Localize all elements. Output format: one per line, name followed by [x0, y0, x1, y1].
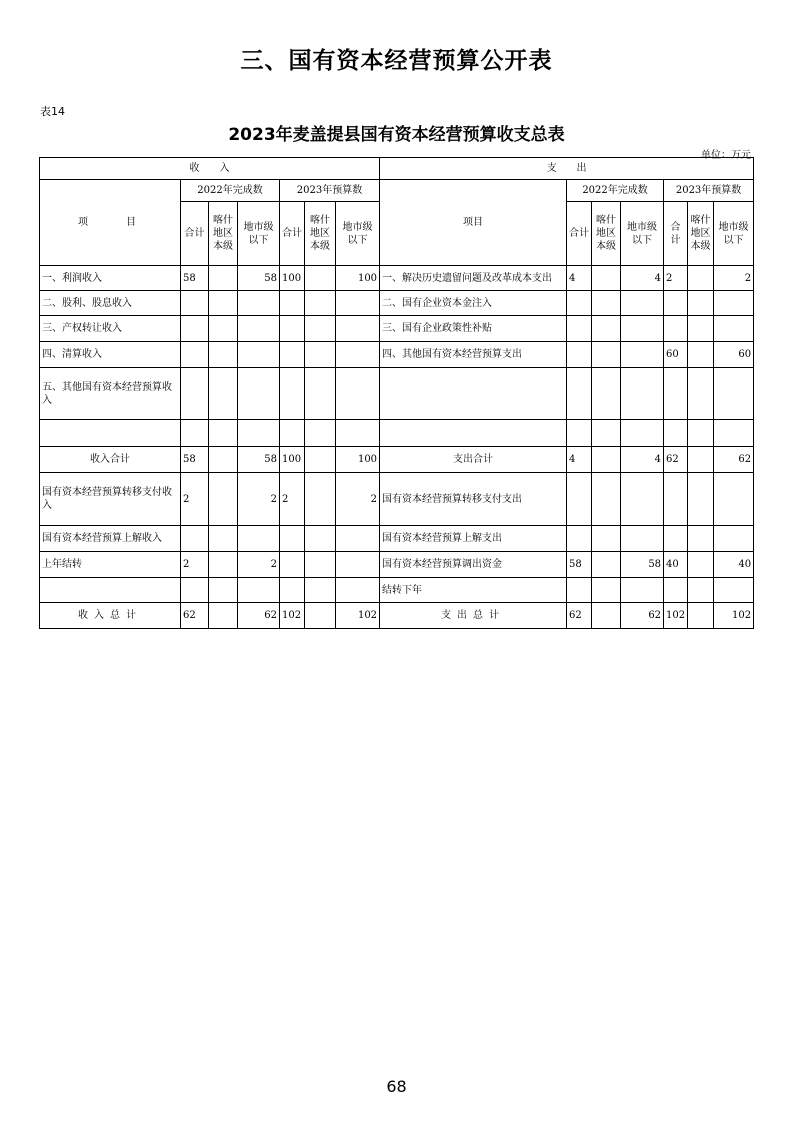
expense-value-cell — [664, 526, 688, 552]
income-value-cell: 100 — [336, 266, 380, 291]
income-item-cell: 三、产权转让收入 — [40, 316, 181, 342]
income-value-cell — [305, 266, 336, 291]
income-value-cell — [209, 447, 238, 473]
income-value-cell — [209, 266, 238, 291]
expense-value-cell — [592, 291, 621, 316]
income-item-cell: 国有资本经营预算上解收入 — [40, 526, 181, 552]
income-value-cell — [181, 291, 209, 316]
income-value-cell — [336, 342, 380, 368]
income-value-cell — [280, 552, 305, 578]
income-value-cell — [336, 420, 380, 447]
income-value-cell — [336, 368, 380, 420]
expense-value-cell — [567, 368, 592, 420]
expense-value-cell: 4 — [567, 266, 592, 291]
income-value-cell: 102 — [336, 603, 380, 629]
expense-value-cell — [688, 368, 714, 420]
income-value-cell — [280, 526, 305, 552]
expense-value-cell — [714, 291, 754, 316]
expense-value-cell — [567, 526, 592, 552]
expense-value-cell: 60 — [714, 342, 754, 368]
income-item-cell: 收入总计 — [40, 603, 181, 629]
expense-value-cell — [664, 578, 688, 603]
income-value-cell — [305, 473, 336, 526]
income-item-cell: 四、清算收入 — [40, 342, 181, 368]
income-value-cell — [181, 342, 209, 368]
income-value-cell — [209, 316, 238, 342]
table-row — [40, 291, 754, 316]
expense-value-cell — [688, 526, 714, 552]
income-value-cell — [181, 526, 209, 552]
expense-value-cell — [714, 316, 754, 342]
expense-value-cell — [592, 526, 621, 552]
expense-value-cell — [714, 473, 754, 526]
income-value-cell — [336, 578, 380, 603]
income-value-cell — [209, 368, 238, 420]
income-value-cell: 2 — [280, 473, 305, 526]
expense-value-cell — [567, 316, 592, 342]
col-header-total: 合计 — [280, 202, 305, 266]
income-item-cell: 国有资本经营预算转移支付收入 — [40, 473, 181, 526]
income-2023-header: 2023年预算数 — [280, 180, 380, 202]
income-value-cell — [238, 342, 280, 368]
income-value-cell: 62 — [181, 603, 209, 629]
income-value-cell — [181, 368, 209, 420]
table-row — [40, 316, 754, 342]
expense-value-cell — [688, 316, 714, 342]
expense-value-cell — [714, 526, 754, 552]
table-row — [40, 578, 754, 603]
income-value-cell: 2 — [181, 552, 209, 578]
unit-label: 单位：万元 — [701, 150, 751, 161]
page-number: 68 — [386, 1077, 407, 1096]
col-header-kashgar: 喀什地区本级 — [209, 202, 238, 266]
income-value-cell — [209, 473, 238, 526]
expense-value-cell — [592, 552, 621, 578]
expense-item-cell: 三、国有企业政策性补贴 — [380, 316, 567, 342]
income-value-cell — [238, 526, 280, 552]
income-value-cell — [305, 316, 336, 342]
income-value-cell — [305, 420, 336, 447]
table-row — [40, 473, 754, 526]
col-header-kashgar: 喀什地区本级 — [592, 202, 621, 266]
income-value-cell: 100 — [280, 266, 305, 291]
year-header-row — [40, 180, 754, 202]
expense-value-cell: 60 — [664, 342, 688, 368]
income-value-cell: 2 — [181, 473, 209, 526]
expense-value-cell — [688, 420, 714, 447]
expense-value-cell: 40 — [714, 552, 754, 578]
income-value-cell — [280, 368, 305, 420]
income-value-cell: 2 — [238, 552, 280, 578]
income-value-cell — [305, 578, 336, 603]
income-value-cell — [280, 420, 305, 447]
income-value-cell — [280, 316, 305, 342]
table-row — [40, 552, 754, 578]
expense-value-cell — [567, 473, 592, 526]
table-number: 表14 — [40, 105, 65, 118]
income-value-cell — [280, 578, 305, 603]
expense-value-cell — [567, 291, 592, 316]
expense-value-cell: 4 — [621, 447, 664, 473]
expense-value-cell — [664, 473, 688, 526]
income-value-cell — [209, 578, 238, 603]
income-value-cell — [305, 447, 336, 473]
budget-table — [39, 157, 754, 629]
expense-item-header: 项目 — [380, 180, 567, 266]
income-value-cell: 58 — [238, 266, 280, 291]
table-row — [40, 420, 754, 447]
income-value-cell — [209, 420, 238, 447]
income-value-cell — [336, 316, 380, 342]
expense-value-cell — [664, 316, 688, 342]
expense-value-cell — [714, 578, 754, 603]
table-row — [40, 368, 754, 420]
expense-value-cell — [688, 578, 714, 603]
col-header-total: 合计 — [567, 202, 592, 266]
income-2022-header: 2022年完成数 — [181, 180, 280, 202]
col-header-below: 地市级以下 — [714, 202, 754, 266]
expense-value-cell — [592, 447, 621, 473]
income-value-cell — [336, 526, 380, 552]
income-value-cell — [238, 420, 280, 447]
expense-value-cell — [621, 316, 664, 342]
col-header-below: 地市级以下 — [621, 202, 664, 266]
expense-item-cell: 国有资本经营预算转移支付支出 — [380, 473, 567, 526]
income-value-cell: 58 — [181, 447, 209, 473]
income-value-cell: 58 — [181, 266, 209, 291]
col-header-kashgar: 喀什地区本级 — [688, 202, 714, 266]
income-value-cell — [181, 420, 209, 447]
expense-value-cell — [688, 473, 714, 526]
expense-value-cell: 102 — [664, 603, 688, 629]
income-value-cell — [305, 368, 336, 420]
income-value-cell — [238, 368, 280, 420]
income-value-cell — [181, 578, 209, 603]
income-value-cell: 2 — [238, 473, 280, 526]
income-value-cell — [209, 552, 238, 578]
table-row — [40, 342, 754, 368]
table-row — [40, 447, 754, 473]
expense-value-cell: 62 — [714, 447, 754, 473]
income-value-cell — [209, 603, 238, 629]
expense-value-cell — [714, 420, 754, 447]
expense-value-cell — [688, 266, 714, 291]
table-title: 2023年麦盖提县国有资本经营预算收支总表 — [228, 125, 565, 145]
income-item-cell — [40, 420, 181, 447]
expense-value-cell: 102 — [714, 603, 754, 629]
income-value-cell — [280, 342, 305, 368]
expense-value-cell — [688, 342, 714, 368]
expense-value-cell: 4 — [567, 447, 592, 473]
expense-value-cell — [567, 420, 592, 447]
expense-value-cell: 62 — [664, 447, 688, 473]
col-header-kashgar: 喀什地区本级 — [305, 202, 336, 266]
income-item-header: 项 目 — [40, 180, 181, 266]
expense-item-cell: 国有资本经营预算上解支出 — [380, 526, 567, 552]
expense-value-cell — [621, 342, 664, 368]
income-value-cell — [238, 578, 280, 603]
income-value-cell: 102 — [280, 603, 305, 629]
income-item-cell: 上年结转 — [40, 552, 181, 578]
expense-value-cell — [621, 578, 664, 603]
income-value-cell — [209, 291, 238, 316]
income-value-cell — [305, 552, 336, 578]
expense-value-cell — [592, 266, 621, 291]
col-header-below: 地市级以下 — [238, 202, 280, 266]
expense-value-cell — [664, 291, 688, 316]
income-item-cell: 五、其他国有资本经营预算收入 — [40, 368, 181, 420]
expense-value-cell: 58 — [567, 552, 592, 578]
expense-value-cell — [621, 420, 664, 447]
expense-2022-header: 2022年完成数 — [567, 180, 664, 202]
expense-value-cell: 40 — [664, 552, 688, 578]
expense-value-cell — [714, 368, 754, 420]
expense-value-cell: 4 — [621, 266, 664, 291]
income-value-cell — [280, 291, 305, 316]
expense-value-cell: 62 — [567, 603, 592, 629]
income-item-cell — [40, 578, 181, 603]
table-row — [40, 603, 754, 629]
income-section-header: 收 入 — [40, 158, 380, 180]
expense-item-cell: 结转下年 — [380, 578, 567, 603]
expense-item-cell: 二、国有企业资本金注入 — [380, 291, 567, 316]
expense-value-cell — [621, 526, 664, 552]
expense-value-cell — [621, 473, 664, 526]
income-value-cell — [238, 291, 280, 316]
expense-value-cell — [592, 342, 621, 368]
expense-2023-header: 2023年预算数 — [664, 180, 754, 202]
expense-value-cell: 2 — [714, 266, 754, 291]
income-value-cell: 62 — [238, 603, 280, 629]
section-header-row — [40, 158, 754, 180]
expense-item-cell: 国有资本经营预算调出资金 — [380, 552, 567, 578]
income-value-cell — [181, 316, 209, 342]
expense-item-cell: 支出合计 — [380, 447, 567, 473]
expense-section-header: 支 出 — [380, 158, 754, 180]
expense-value-cell — [688, 552, 714, 578]
income-item-cell: 收入合计 — [40, 447, 181, 473]
income-value-cell — [305, 603, 336, 629]
expense-value-cell: 58 — [621, 552, 664, 578]
income-value-cell: 100 — [336, 447, 380, 473]
income-item-cell: 一、利润收入 — [40, 266, 181, 291]
expense-value-cell — [688, 603, 714, 629]
income-value-cell: 100 — [280, 447, 305, 473]
table-row — [40, 526, 754, 552]
expense-value-cell — [592, 578, 621, 603]
expense-value-cell: 2 — [664, 266, 688, 291]
expense-value-cell — [664, 420, 688, 447]
expense-value-cell — [567, 342, 592, 368]
expense-value-cell — [688, 291, 714, 316]
income-value-cell — [305, 342, 336, 368]
col-header-total: 合计 — [664, 202, 688, 266]
expense-value-cell — [664, 368, 688, 420]
expense-value-cell — [621, 368, 664, 420]
income-value-cell — [336, 552, 380, 578]
expense-value-cell — [688, 447, 714, 473]
expense-item-cell: 一、解决历史遗留问题及改革成本支出 — [380, 266, 567, 291]
income-value-cell — [336, 291, 380, 316]
col-header-total: 合计 — [181, 202, 209, 266]
income-value-cell — [209, 342, 238, 368]
income-value-cell — [305, 291, 336, 316]
income-value-cell: 2 — [336, 473, 380, 526]
expense-value-cell — [592, 420, 621, 447]
income-value-cell: 58 — [238, 447, 280, 473]
expense-value-cell — [592, 368, 621, 420]
income-value-cell — [305, 526, 336, 552]
expense-value-cell — [621, 291, 664, 316]
expense-value-cell — [592, 603, 621, 629]
page-title: 三、国有资本经营预算公开表 — [240, 48, 553, 74]
income-item-cell: 二、股利、股息收入 — [40, 291, 181, 316]
col-header-below: 地市级以下 — [336, 202, 380, 266]
expense-item-cell: 支出总计 — [380, 603, 567, 629]
income-value-cell — [209, 526, 238, 552]
expense-value-cell — [592, 473, 621, 526]
income-value-cell — [238, 316, 280, 342]
expense-item-cell — [380, 368, 567, 420]
expense-value-cell — [567, 578, 592, 603]
table-row — [40, 266, 754, 291]
expense-value-cell: 62 — [621, 603, 664, 629]
expense-item-cell — [380, 420, 567, 447]
expense-value-cell — [592, 316, 621, 342]
expense-item-cell: 四、其他国有资本经营预算支出 — [380, 342, 567, 368]
